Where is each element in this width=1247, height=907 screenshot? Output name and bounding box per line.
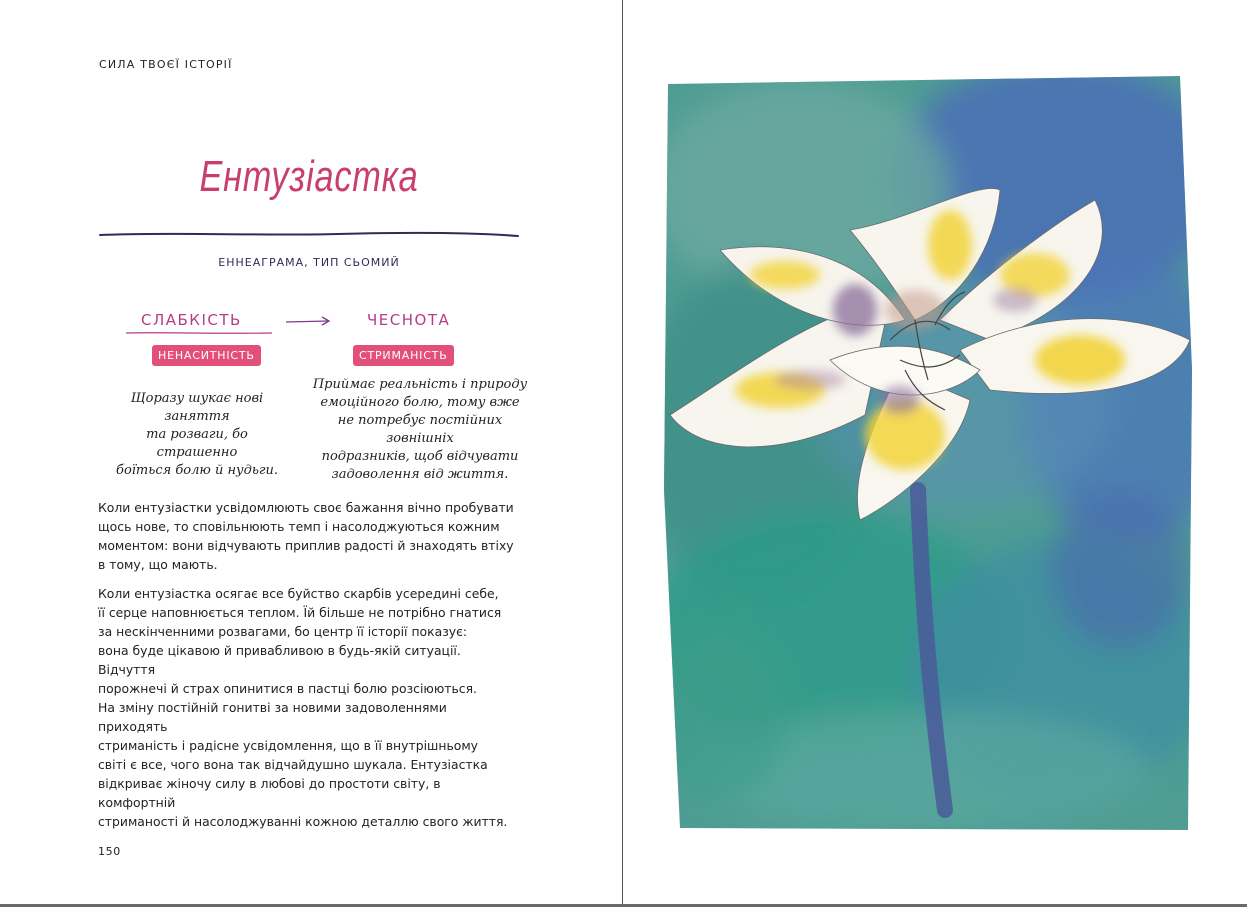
body-paragraph-1: Коли ентузіастки усвідомлюють своє бажання вічно пробувати щось нове, то сповільнюють темп і насолоджуються кожним моментом: вони відчувають приплив радості й знаходять втіху в тому, що мають.: [98, 500, 514, 572]
enneagram-subtitle: ЕННЕАГРАМА, ТИП СЬОМИЙ: [218, 256, 400, 269]
left-page: [0, 0, 622, 905]
type-title: Ентузіастка: [199, 152, 419, 201]
weakness-badge: НЕНАСИТНІСТЬ: [152, 345, 261, 366]
virtue-label: ЧЕСНОТА: [367, 311, 451, 329]
weakness-label: СЛАБКІСТЬ: [141, 311, 242, 329]
page-number: 150: [98, 845, 121, 858]
arrow-icon: [284, 313, 334, 329]
weakness-underline: [124, 330, 274, 336]
weakness-description: Щоразу шукає нові заняття та розваги, бо страшенно боїться болю й нудьги.: [116, 391, 278, 478]
virtue-badge: СТРИМАНІСТЬ: [353, 345, 454, 366]
running-head: СИЛА ТВОЄЇ ІСТОРІЇ: [99, 58, 233, 71]
title-rule: [98, 228, 520, 242]
virtue-description: Приймає реальність і природу емоційного болю, тому вже не потребує постійних зовнішніх подразників, щоб відчувати задоволення від життя.: [312, 377, 528, 482]
watercolor-flower-illustration: [660, 70, 1196, 834]
body-paragraph-2: Коли ентузіастка осягає все буйство скарбів усередині себе, її серце наповнюється теплом. Їй більше не потрібно гнатися за нескінченними розвагами, бо центр її історії показує: вона буде цікавою й привабливою в будь-якій ситуації. Відчуття порожнечі й страх опинитися в пастці болю розсіюються. На зміну постійній гонитві за новими задоволеннями приходять стриманість і радісне усвідомлення, що в її внутрішньому світі є все, чого вона так відчайдушно шукала. Ентузіастка відкриває жіночу силу в любові до простоти світу, в комфортній стриманості й насолоджуванні кожною деталлю свого життя.: [98, 586, 508, 829]
